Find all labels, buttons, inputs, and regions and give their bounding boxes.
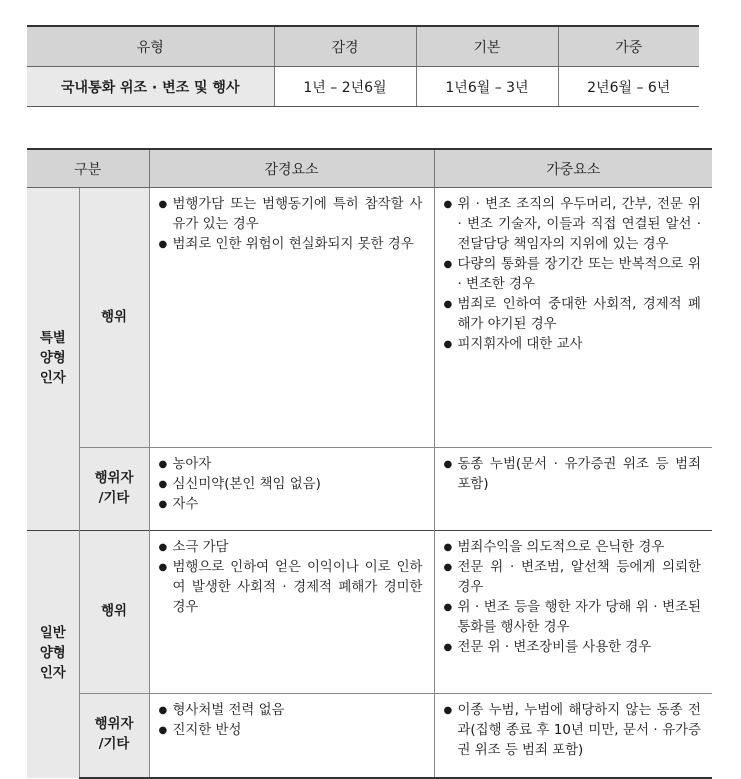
penalty-range-table: [27, 25, 699, 107]
mitigating-item: ● 농아자: [159, 455, 423, 475]
header-mitigating: 감경요소: [149, 149, 434, 188]
factor-row: [27, 694, 712, 778]
header-basic: 기본: [416, 26, 558, 67]
group-label-special: 특별 양형 인자: [27, 188, 79, 531]
aggravating-item: ● 전문 위 · 변조범, 알선책 등에게 의뢰한 경우: [444, 558, 702, 598]
mitigating-item: ● 범죄로 인한 위험이 현실화되지 못한 경우: [159, 235, 423, 255]
penalty-header-row: [27, 26, 699, 67]
aggravating-item: ● 다량의 통화를 장기간 또는 반복적으로 위 · 변조한 경우: [444, 255, 702, 295]
factor-row: [27, 531, 712, 694]
group-label-general: 일반 양형 인자: [27, 531, 79, 778]
mitigating-cell: [149, 188, 434, 448]
crime-type-cell: 국내통화 위조 · 변조 및 행사: [27, 67, 274, 107]
sub-label: 행위: [79, 531, 149, 694]
aggravating-item: ● 범죄수익을 의도적으로 은닉한 경우: [444, 538, 702, 558]
mitigating-item: ● 심신미약(본인 책임 없음): [159, 475, 423, 495]
mitigating-cell: [149, 694, 434, 778]
factor-row: [27, 188, 712, 448]
aggravating-item: ● 위 · 변조 등을 행한 자가 당해 위 · 변조된 통화를 행사한 경우: [444, 598, 702, 638]
header-mitigated: 감경: [274, 26, 416, 67]
header-aggravated: 가중: [558, 26, 699, 67]
mitigating-item: ● 범행가담 또는 범행동기에 특히 참작할 사유가 있는 경우: [159, 195, 423, 235]
mitigating-item: ● 자수: [159, 495, 423, 515]
header-category: 구분: [27, 149, 149, 188]
aggravating-cell: [434, 531, 712, 694]
penalty-row: [27, 67, 699, 107]
factor-row: [27, 448, 712, 531]
mitigating-item: ● 진지한 반성: [159, 721, 423, 741]
factor-header-row: [27, 149, 712, 188]
aggravating-item: ● 동종 누범(문서 · 유가증권 위조 등 범죄 포함): [444, 455, 702, 495]
mitigated-range-cell: 1년 – 2년6월: [274, 67, 416, 107]
sentencing-factor-table: [27, 148, 712, 779]
mitigating-item: ● 소극 가담: [159, 538, 423, 558]
mitigating-item: ● 범행으로 인하여 얻은 이익이나 이로 인하여 발생한 사회적 · 경제적 폐해가 경미한 경우: [159, 558, 423, 618]
aggravating-item: ● 범죄로 인하여 중대한 사회적, 경제적 폐해가 야기된 경우: [444, 295, 702, 335]
aggravating-cell: [434, 448, 712, 531]
aggravated-range-cell: 2년6월 – 6년: [558, 67, 699, 107]
aggravating-item: ● 전문 위 · 변조장비를 사용한 경우: [444, 638, 702, 658]
aggravating-item: ● 위 · 변조 조직의 우두머리, 간부, 전문 위 · 변조 기술자, 이들과 직접 연결된 알선 · 전달담당 책임자의 지위에 있는 경우: [444, 195, 702, 255]
header-type: 유형: [27, 26, 274, 67]
basic-range-cell: 1년6월 – 3년: [416, 67, 558, 107]
sub-label: 행위: [79, 188, 149, 448]
aggravating-cell: [434, 694, 712, 778]
mitigating-item: ● 형사처벌 전력 없음: [159, 701, 423, 721]
sub-label: 행위자 /기타: [79, 448, 149, 531]
sub-label: 행위자 /기타: [79, 694, 149, 778]
mitigating-cell: [149, 448, 434, 531]
aggravating-item: ● 피지휘자에 대한 교사: [444, 335, 702, 355]
header-aggravating: 가중요소: [434, 149, 712, 188]
mitigating-cell: [149, 531, 434, 694]
aggravating-cell: [434, 188, 712, 448]
aggravating-item: ● 이종 누범, 누범에 해당하지 않는 동종 전과(집행 종료 후 10년 미만, 문서 · 유가증권 위조 등 범죄 포함): [444, 701, 702, 761]
